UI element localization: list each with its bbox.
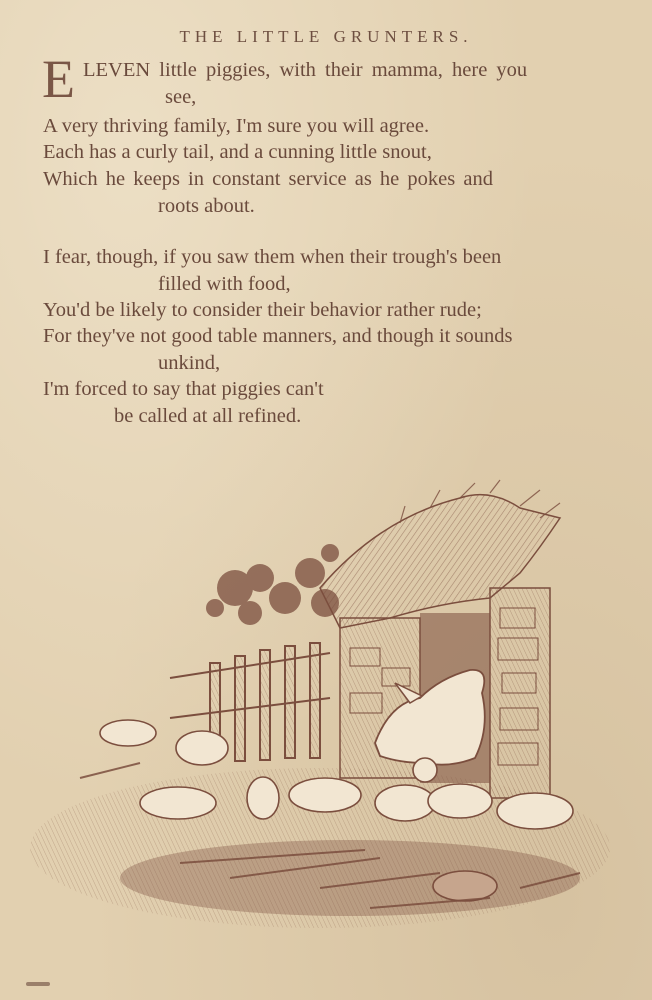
print-mark	[26, 982, 50, 986]
stanza2-line1-cont: filled with food,	[158, 273, 291, 295]
stanza2-line1: I fear, though, if you saw them when their trough's been	[43, 246, 502, 268]
stanza1-line2: A very thriving family, I'm sure you will agree.	[43, 115, 430, 137]
stanza2-line3-cont: unkind,	[158, 352, 221, 374]
stanza2-line4: I'm forced to say that piggies can't	[43, 378, 324, 400]
stanza1-line4-cont: roots about.	[158, 195, 255, 217]
stanza2-line3: For they've not good table manners, and though it sounds	[43, 325, 513, 347]
pig-sty-illustration	[20, 478, 620, 938]
piglet-1	[100, 720, 156, 746]
piglet-2	[176, 731, 228, 765]
page-title: THE LITTLE GRUNTERS.	[179, 27, 473, 46]
piglet-3	[140, 787, 216, 819]
piglet-9	[413, 758, 437, 782]
piglet-7	[428, 784, 492, 818]
stanza1-line3: Each has a curly tail, and a cunning little snout,	[43, 141, 432, 163]
stanza2-line4-cont: be called at all refined.	[114, 405, 302, 427]
stanza1-line1: LEVEN little piggies, with their mamma, here you	[83, 59, 528, 81]
piglet-8	[497, 793, 573, 829]
piglet-10	[433, 871, 497, 901]
stanza2-line2: You'd be likely to consider their behavior rather rude;	[43, 299, 482, 321]
piglet-6	[375, 785, 435, 821]
piglet-5	[289, 778, 361, 812]
stanza1-line4: Which he keeps in constant service as he pokes and	[43, 168, 493, 190]
foliage	[206, 544, 339, 625]
stanza1-line1-cont: see,	[165, 86, 197, 108]
drop-cap: E	[42, 49, 75, 109]
piglet-4	[247, 777, 279, 819]
